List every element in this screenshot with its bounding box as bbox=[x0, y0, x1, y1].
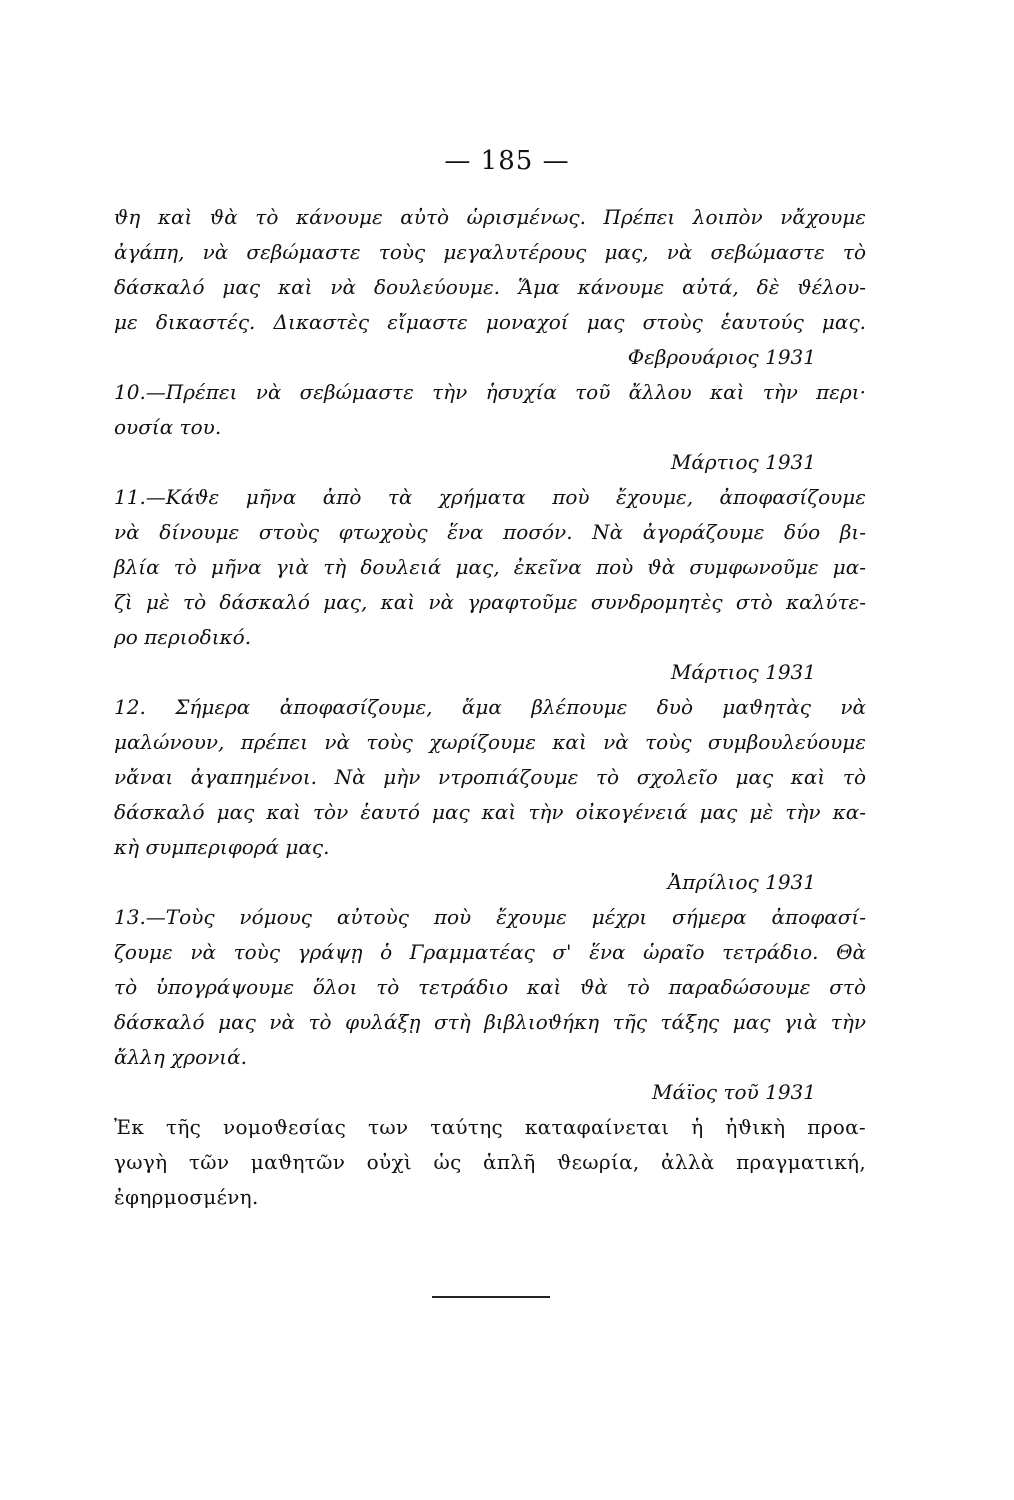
text-line: ρο περιοδικό. bbox=[114, 625, 252, 649]
text-line: ἀγάπη, νὰ σεβώμαστε τοὺς μεγαλυτέρους μας, νὰ σεβώμαστε τὸ bbox=[114, 240, 866, 264]
text-line: ἄλλη χρονιά. bbox=[114, 1045, 247, 1069]
text-line: ζὶ μὲ τὸ δάσκαλό μας, καὶ νὰ γραφτοῦμε συνδρομητὲς στὸ καλύτε- bbox=[114, 590, 866, 614]
text-line: νὰ δίνουμε στοὺς φτωχοὺς ἕνα ποσόν. Νὰ ἀγοράζουμε δύο βι- bbox=[114, 520, 866, 544]
text-line: 11.—Κάϑε μῆνα ἀπὸ τὰ χρήματα ποὺ ἔχουμε, ἀποφασίζουμε bbox=[114, 485, 866, 509]
date-line: Μάρτιος 1931 bbox=[670, 450, 816, 474]
text-line: ἐφηρμοσμένη. bbox=[114, 1185, 259, 1209]
text-line: δάσκαλό μας καὶ νὰ δουλεύουμε. Ἅμα κάνουμε αὐτά, δὲ ϑέλου- bbox=[114, 275, 866, 299]
text-line: με δικαστές. Δικαστὲς εἴμαστε μοναχοί μας στοὺς ἑαυτούς μας. bbox=[114, 310, 866, 334]
date-line: Φεβρουάριος 1931 bbox=[627, 345, 816, 369]
text-line: γωγὴ τῶν μαϑητῶν οὐχὶ ὡς ἁπλῆ ϑεωρία, ἀλλὰ πραγματική, bbox=[114, 1150, 866, 1174]
text-line: νἄναι ἀγαπημένοι. Νὰ μὴν ντροπιάζουμε τὸ σχολεῖο μας καὶ τὸ bbox=[114, 765, 866, 789]
text-line: δάσκαλό μας νὰ τὸ φυλάξῃ στὴ βιβλιοϑήκη τῆς τάξης μας γιὰ τὴν bbox=[114, 1010, 866, 1034]
text-line: 13.—Τοὺς νόμους αὐτοὺς ποὺ ἔχουμε μέχρι σήμερα ἀποφασί- bbox=[114, 905, 866, 929]
date-line: Ἀπρίλιος 1931 bbox=[667, 870, 816, 894]
end-rule bbox=[432, 1296, 550, 1298]
text-line: 12. Σήμερα ἀποφασίζουμε, ἅμα βλέπουμε δυὸ μαϑητὰς νὰ bbox=[114, 695, 866, 719]
page-number: — 185 — bbox=[444, 146, 570, 176]
text-line: δάσκαλό μας καὶ τὸν ἑαυτό μας καὶ τὴν οἰκογένειά μας μὲ τὴν κα- bbox=[114, 800, 866, 824]
text-line: ζουμε νὰ τοὺς γράψῃ ὁ Γραμματέας σ' ἕνα ὡραῖο τετράδιο. Θὰ bbox=[114, 940, 866, 964]
text-line: ϑη καὶ ϑὰ τὸ κάνουμε αὐτὸ ὡρισμένως. Πρέπει λοιπὸν νἄχουμε bbox=[114, 205, 866, 229]
text-line: Ἐκ τῆς νομοϑεσίας των ταύτης καταφαίνεται ἡ ἠϑικὴ προα- bbox=[114, 1115, 866, 1139]
text-line: κὴ συμπεριφορά μας. bbox=[114, 835, 330, 859]
text-line: 10.—Πρέπει νὰ σεβώμαστε τὴν ἡσυχία τοῦ ἄλλου καὶ τὴν περι· bbox=[114, 380, 866, 404]
text-line: τὸ ὑπογράψουμε ὅλοι τὸ τετράδιο καὶ ϑὰ τὸ παραδώσουμε στὸ bbox=[114, 975, 866, 999]
text-line: μαλώνουν, πρέπει νὰ τοὺς χωρίζουμε καὶ νὰ τοὺς συμβουλεύουμε bbox=[114, 730, 866, 754]
text-line: βλία τὸ μῆνα γιὰ τὴ δουλειά μας, ἐκεῖνα ποὺ ϑὰ συμφωνοῦμε μα- bbox=[114, 555, 866, 579]
date-line: Μάρτιος 1931 bbox=[670, 660, 816, 684]
date-line: Μάϊος τοῦ 1931 bbox=[652, 1080, 816, 1104]
body-text bbox=[114, 200, 866, 1215]
text-line: ουσία του. bbox=[114, 415, 222, 439]
